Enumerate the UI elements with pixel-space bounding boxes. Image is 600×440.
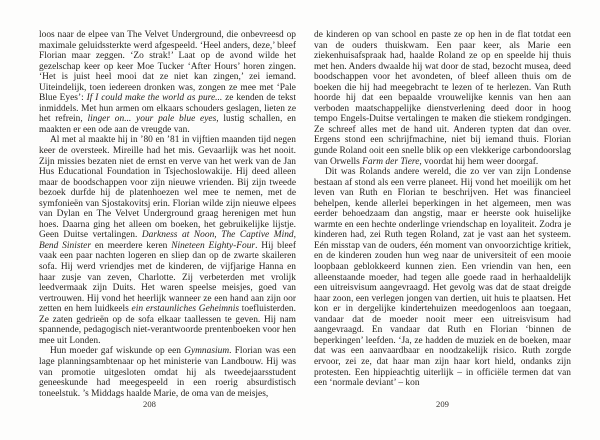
paragraph: Al met al maakte hij in ’80 en ’81 in vijftien maanden tijd negen keer de oversteek. Mireille had het mis. Gevaarlijk was het nooit. Zijn missies bezaten niet de ernst en verve van het werk van de Jan Hus Educational Foundation in Tsjechoslowakije. Hij deed alleen maar de boodschappen voor zijn nieuwe vrienden. Bij zijn tweede bezoek durfde hij de platenhoezen wel mee te nemen, met de symfonieën van Sjostakovitsj erin. Florian wilde zijn nieuwe elpees van Dylan en The Velvet Underground graag herenigen met hun hoes. Daarna ging het alleen om boeken, het gebruikelijke lijstje. Geen Duitse vertalingen. Darkness at Noon, The Captive Mind, Bend Sinister en meerdere keren Nineteen Eighty-Four. Hij bleef vaak een paar nachten logeren en sliep dan op de zwarte skaileren sofa. Hij werd vriendjes met de kinderen, de vijfjarige Hanna en haar zusje van zeven, Charlotte. Zij verbeterden met vrolijk leedvermaak zijn Duits. Het waren speelse meisjes, goed van vertrouwen. Hij vond het heerlijk wanneer ze een hand aan zijn oor zetten en hem luidkeels ein erstaunliches Geheimnis toefluisterden. Ze zaten gedrieën op de sofa elkaar taallessen te geven. Hij nam spannende, pedagogisch niet-verantwoorde prentenboeken voor hen mee uit Londen.: [39, 135, 297, 346]
paragraph: loos naar de elpee van The Velvet Underground, die onbevreesd op maximale geluidssterkte werd afgespeeld. ‘Heel anders, deze,’ bleef Florian maar zeggen. ‘Zo strak!’ Laat op de avond wilde het gezelschap keer op keer Moe Tucker ‘After Hours’ horen zingen. ‘Het is juist heel mooi dat ze niet kan zingen,’ zei iemand. Uiteindelijk, toen iedereen dronken was, zongen ze mee met ‘Pale Blue Eyes’: If I could make the world as pure... ze kenden de tekst inmiddels. Met hun armen om elkaars schouders geslagen, lieten ze het refrein, linger on... your pale blue eyes, lustig schallen, en maakten er een ode aan de vreugde van.: [39, 30, 296, 135]
page-left-text: [39, 30, 296, 399]
page-number-right: 209: [436, 399, 449, 409]
page-left: [39, 30, 296, 430]
paragraph: Dit was Rolands andere wereld, die zo ver van zijn Londense bestaan af stond als een verre planeet. Hij vond het moeilijk om het leven van Ruth en Florian te beschrijven. Het was financieel behelpen, kende allerlei beperkingen in het algemeen, men was eerder behoedzaam dan angstig, maar er heerste ook huiselijke warmte en een hechte onderlinge vriendschap en loyaliteit. Zodra je kinderen had, zei Ruth tegen Roland, zat je vast aan het systeem. Eén misstap van de ouders, één moment van onvoorzichtige kritiek, en de kinderen zouden hun weg naar de universiteit of een mooie loopbaan geblokkeerd kunnen zien. Een vriendin van hen, een alleenstaande moeder, had tegen alle goede raad in herhaaldelijk een uitreisvisum aangevraagd. Het gevolg was dat de staat dreigde haar zoon, een verlegen jongen van dertien, uit huis te plaatsen. Het kon er in dergelijke kindertehuizen meedogenloos aan toegaan, vandaar dat de moeder nooit meer een uitreisvisum had aangevraagd. En vandaar dat Ruth en Florian ‘binnen de beperkingen’ leefden. ‘Ja, ze hadden de muziek en de boeken, maar dat was een aanvaardbaar en noodzakelijk risico. Ruth zorgde ervoor, zei ze, dat haar man zijn haar kort hield, ondanks zijn protesten. Een hippieachtig uiterlijk – in officiële termen dat van een ‘normale deviant’ – kon: [314, 167, 571, 389]
paragraph: Hun moeder gaf wiskunde op een Gymnasium. Florian was een lage planningsambtenaar op het ministerie van Landbouw. Hij was van promotie uitgesloten omdat hij als tweedejaarsstudent geneeskunde had meegespeeld in een roerig absurdistisch toneelstuk. ’s Middags haalde Marie, de oma van de meisjes,: [39, 346, 296, 399]
page-right-text: [314, 30, 571, 389]
paragraph: de kinderen op van school en paste ze op hen in de flat totdat een van de ouders thuiskwam. Een paar keer, als Marie een ziekenhuisafspraak had, haalde Roland ze op en speelde hij thuis met hen. Anders dwaalde hij wat door de stad, bezocht musea, deed boodschappen voor het avondeten, of bleef alleen thuis om de boeken die hij had meegebracht te lezen of te herlezen. Van Ruth hoorde hij dat een bepaalde vrouwelijke kennis van hen aan verboden maatschappelijke dienstverlening deed door in hoog tempo Engels-Duitse vertalingen te maken die stiekem rondgingen. Ze schreef alles met de hand uit. Anderen typten dat dan over. Ergens stond een schrijfmachine, niet bij iemand thuis. Florian gunde Roland ooit een snelle blik op een vlekkerige carbondoorslag van Orwells Farm der Tiere, voordat hij hem weer doorgaf.: [314, 30, 571, 167]
page-number-left: 208: [143, 399, 156, 409]
page-right: [314, 30, 571, 430]
